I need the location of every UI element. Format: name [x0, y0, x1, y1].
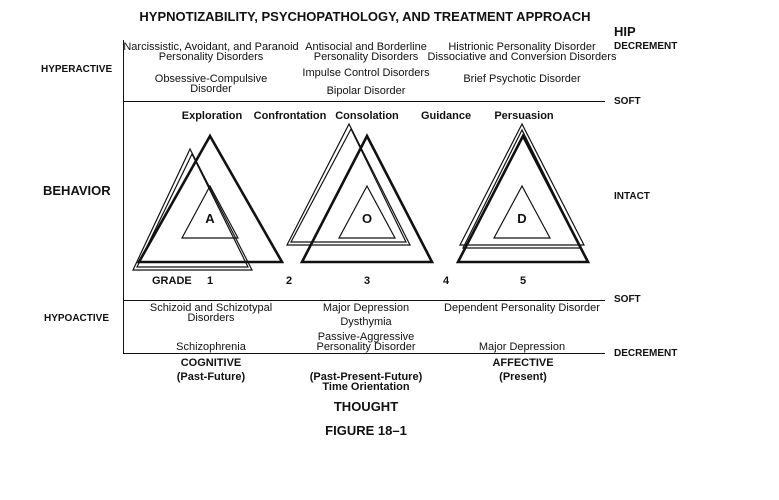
cognitive-label: COGNITIVE — [180, 357, 242, 369]
hyper-affective-2: Brief Psychotic Disorder — [463, 73, 581, 85]
grade-3: 3 — [363, 275, 371, 287]
approach-exploration: Exploration — [181, 110, 243, 122]
triangle-letter-d: D — [517, 211, 527, 226]
soft-bottom-label: SOFT — [614, 294, 641, 305]
behavior-label: BEHAVIOR — [43, 183, 111, 198]
hip-heading: HIP — [614, 24, 636, 39]
affective-sub-label: (Present) — [499, 371, 547, 383]
hyper-middle-1-line1: Antisocial and Borderline — [305, 41, 427, 53]
soft-top-label: SOFT — [614, 96, 641, 107]
hypo-middle-3-line1: Passive-Aggressive — [317, 331, 415, 343]
figure-label: FIGURE 18–1 — [325, 423, 407, 438]
hyper-cognitive-2-line1: Obsessive-Compulsive — [154, 73, 268, 85]
decrement-bottom-label: DECREMENT — [614, 348, 678, 359]
diagram-title: HYPNOTIZABILITY, PSYCHOPATHOLOGY, AND TREATMENT APPROACH — [139, 9, 591, 24]
hypo-affective-1: Dependent Personality Disorder — [444, 302, 600, 314]
hypo-affective-2: Major Depression — [478, 341, 566, 353]
cognitive-sub-label: (Past-Future) — [176, 371, 246, 383]
grade-5: 5 — [519, 275, 527, 287]
triangle-d-outer — [458, 136, 588, 262]
hyperactive-label: HYPERACTIVE — [41, 64, 113, 75]
grade-2: 2 — [285, 275, 293, 287]
hypoactive-label: HYPOACTIVE — [44, 313, 110, 324]
time-orientation-line1: (Past-Present-Future) — [309, 371, 423, 383]
triangle-o-shadow-inner — [291, 129, 406, 242]
affective-label: AFFECTIVE — [492, 357, 554, 369]
hyper-cognitive-1-line2: Personality Disorders — [158, 51, 264, 63]
hyper-cognitive-2-line2: Disorder — [190, 83, 232, 95]
intact-label: INTACT — [614, 191, 650, 202]
hypo-middle-2: Dysthymia — [340, 316, 392, 328]
triangle-letter-o: O — [361, 211, 373, 226]
triangle-d-layer-1 — [460, 124, 584, 245]
approach-guidance: Guidance — [420, 110, 472, 122]
grade-4: 4 — [442, 275, 450, 287]
hypo-middle-1: Major Depression — [322, 302, 410, 314]
hypo-cognitive-1-line2: Disorders — [187, 312, 235, 324]
hyper-middle-1-line2: Personality Disorders — [313, 51, 419, 63]
approach-consolation: Consolation — [335, 110, 399, 122]
hypo-middle-3-line2: Personality Disorder — [316, 341, 416, 353]
decrement-top-label: DECREMENT — [614, 41, 678, 52]
thought-label: THOUGHT — [333, 399, 399, 414]
hyper-middle-2: Impulse Control Disorders — [302, 67, 430, 79]
grade-label: GRADE — [152, 275, 192, 287]
grade-1: 1 — [206, 275, 214, 287]
hypo-cognitive-2: Schizophrenia — [176, 341, 246, 353]
hyper-affective-1-line2: Dissociative and Conversion Disorders — [427, 51, 617, 63]
approach-confrontation: Confrontation — [253, 110, 327, 122]
time-orientation-line2: Time Orientation — [322, 381, 410, 393]
triangle-a-outer — [139, 136, 282, 262]
triangle-d-layer-2 — [463, 130, 581, 248]
hyper-middle-3: Bipolar Disorder — [326, 85, 406, 97]
hyper-affective-1-line1: Histrionic Personality Disorder — [448, 41, 596, 53]
hyper-cognitive-1-line1: Narcissistic, Avoidant, and Paranoid — [123, 41, 299, 53]
approach-persuasion: Persuasion — [494, 110, 554, 122]
triangle-o-outer — [302, 136, 432, 262]
hypo-cognitive-1-line1: Schizoid and Schizotypal — [149, 302, 273, 314]
triangle-letter-a: A — [205, 211, 215, 226]
